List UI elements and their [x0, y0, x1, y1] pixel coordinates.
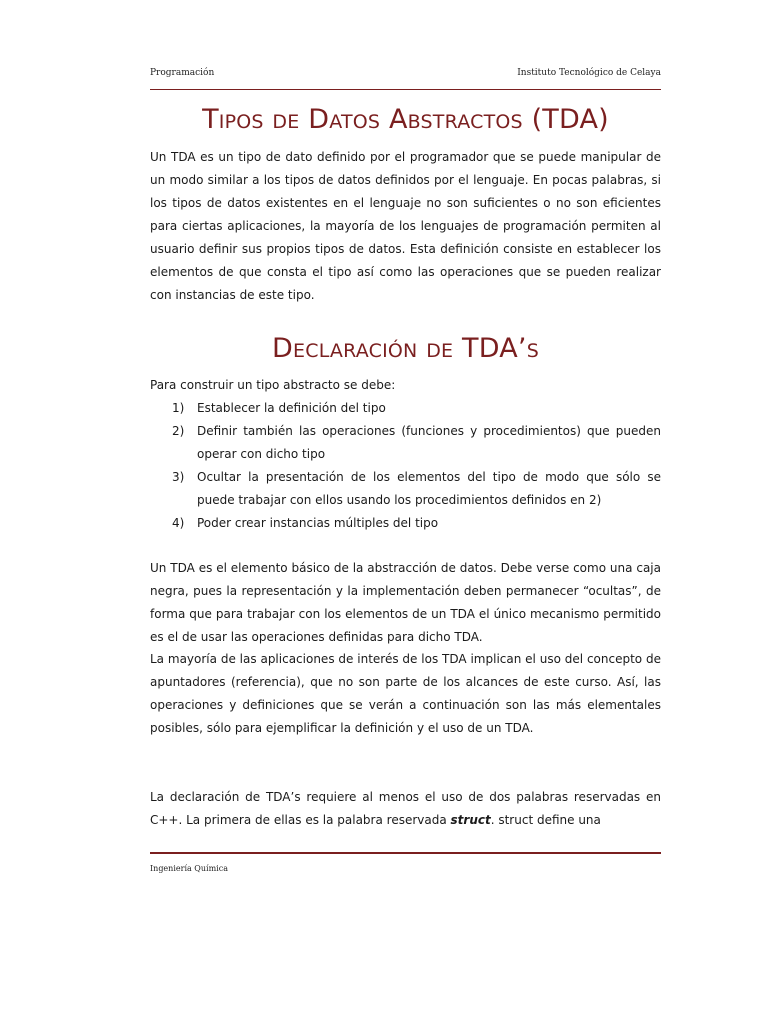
paragraph-struct-text-before: La declaración de TDA’s requiere al menos el uso de dos palabras reservadas en C++. La primera de ellas es la palabra reservada: [150, 790, 661, 827]
document-page: [150, 0, 661, 1024]
list-item-text: Ocultar la presentación de los elementos del tipo de modo que sólo se puede trabajar con ellos usando los procedimientos definidos en 2): [197, 470, 661, 507]
page-footer: Ingeniería Química: [150, 864, 228, 873]
paragraph-tda-definition: Un TDA es un tipo de dato definido por el programador que se puede manipular de un modo similar a los tipos de datos definidos por el lenguaje. En pocas palabras, si los tipos de datos existentes en el lenguaje no son suficientes o no son eficientes para ciertas aplicaciones, la mayoría de los lenguajes de programación permiten al usuario definir sus propios tipos de datos. Esta definición consiste en establecer los elementos de que consta el tipo así como las operaciones que se pueden realizar con instancias de este tipo.: [150, 150, 661, 302]
list-item-number: 2): [172, 424, 185, 438]
list-item: [172, 397, 661, 420]
list-item: [172, 466, 661, 512]
paragraph-list-intro: Para construir un tipo abstracto se debe:: [150, 378, 396, 392]
list-item-number: 4): [172, 516, 185, 530]
list-item-number: 3): [172, 470, 185, 484]
list-item-number: 1): [172, 401, 185, 415]
paragraph-apuntadores: La mayoría de las aplicaciones de interés de los TDA implican el uso del concepto de apuntadores (referencia), que no son parte de los alcances de este curso. Así, las operaciones y definiciones que se verán a continuación son las más elementales posibles, sólo para ejemplificar la definición y el uso de un TDA.: [150, 652, 661, 735]
list-item-text: Poder crear instancias múltiples del tipo: [197, 516, 439, 530]
section-title-tda: Tipos de Datos Abstractos (TDA): [202, 104, 609, 135]
keyword-struct: struct: [450, 813, 491, 827]
list-item-text: Establecer la definición del tipo: [197, 401, 386, 415]
steps-list: [172, 397, 661, 535]
footer-rule: [150, 852, 661, 854]
paragraph-struct-text-after: . struct define una: [490, 813, 601, 827]
list-item: [172, 420, 661, 466]
page-header: [150, 68, 661, 78]
list-item: [172, 512, 661, 535]
paragraph-caja-negra: Un TDA es el elemento básico de la abstracción de datos. Debe verse como una caja negra, pues la representación y la implementación deben permanecer “ocultas”, de forma que para trabajar con los elementos de un TDA el único mecanismo permitido es el de usar las operaciones definidas para dicho TDA.: [150, 561, 661, 644]
header-course: Programación: [150, 68, 215, 78]
header-rule: [150, 89, 661, 90]
list-item-text: Definir también las operaciones (funciones y procedimientos) que pueden operar con dicho tipo: [197, 424, 661, 461]
paragraph-struct: [150, 786, 661, 832]
header-institution: Instituto Tecnológico de Celaya: [517, 68, 661, 78]
section-title-declaracion: Declaración de TDA’s: [272, 333, 539, 364]
